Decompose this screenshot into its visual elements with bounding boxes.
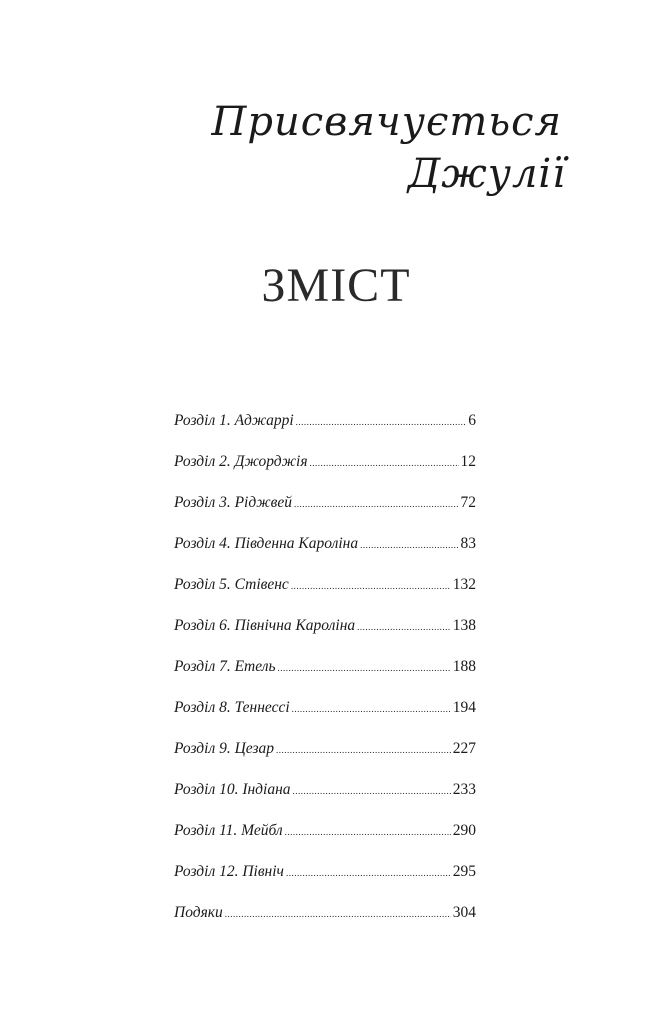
toc-entry [174,617,476,658]
toc-entry [174,904,476,945]
toc-entry-label: Розділ 3. Ріджвей [174,494,292,511]
toc-entry-label: Розділ 9. Цезар [174,740,274,757]
toc-entry-page: 6 [468,412,476,429]
toc-entry-page: 304 [452,904,476,921]
toc-leader-dots [286,868,451,878]
toc-entry [174,699,476,740]
dedication [211,96,566,200]
toc-entry-label: Розділ 4. Південна Кароліна [174,535,359,552]
toc-entry-label: Розділ 7. Етель [174,658,276,675]
toc-entry-page: 188 [452,658,476,675]
toc-leader-dots [292,704,451,714]
toc-entry-label: Розділ 5. Стівенс [174,576,289,593]
toc-leader-dots [296,417,467,427]
table-of-contents [174,412,476,945]
toc-leader-dots [225,909,451,919]
toc-entry-page: 227 [452,740,476,757]
toc-leader-dots [291,581,451,591]
toc-entry [174,658,476,699]
toc-entry-label: Розділ 12. Північ [174,863,284,880]
toc-entry [174,740,476,781]
toc-leader-dots [294,499,459,509]
toc-leader-dots [293,786,451,796]
toc-entry-page: 295 [452,863,476,880]
toc-entry [174,576,476,617]
toc-entry-label: Розділ 6. Північна Кароліна [174,617,356,634]
toc-entry [174,822,476,863]
toc-entry-label: Розділ 1. Аджаррі [174,412,294,429]
toc-entry [174,535,476,576]
toc-entry-label: Розділ 10. Індіана [174,781,291,798]
toc-entry [174,412,476,453]
toc-leader-dots [278,663,451,673]
toc-entry [174,453,476,494]
toc-entry-page: 233 [452,781,476,798]
toc-entry [174,781,476,822]
toc-entry-label: Подяки [174,904,223,921]
toc-entry-page: 194 [452,699,476,716]
toc-entry [174,863,476,904]
toc-entry-page: 83 [460,535,476,552]
dedication-line-2: Джулії [407,151,566,197]
toc-entry-label: Розділ 11. Мейбл [174,822,283,839]
toc-leader-dots [276,745,451,755]
toc-leader-dots [285,827,451,837]
toc-entry-page: 132 [452,576,476,593]
toc-entry-label: Розділ 8. Теннессі [174,699,290,716]
toc-entry-page: 72 [460,494,476,511]
toc-entry-label: Розділ 2. Джорджія [174,453,308,470]
toc-leader-dots [360,540,458,550]
toc-entry-page: 12 [460,453,476,470]
toc-entry [174,494,476,535]
dedication-line-1: Присвячується [211,99,562,145]
toc-entry-page: 138 [452,617,476,634]
toc-leader-dots [357,622,451,632]
toc-title: ЗМІСТ [261,259,411,312]
toc-entry-page: 290 [452,822,476,839]
toc-leader-dots [310,458,459,468]
